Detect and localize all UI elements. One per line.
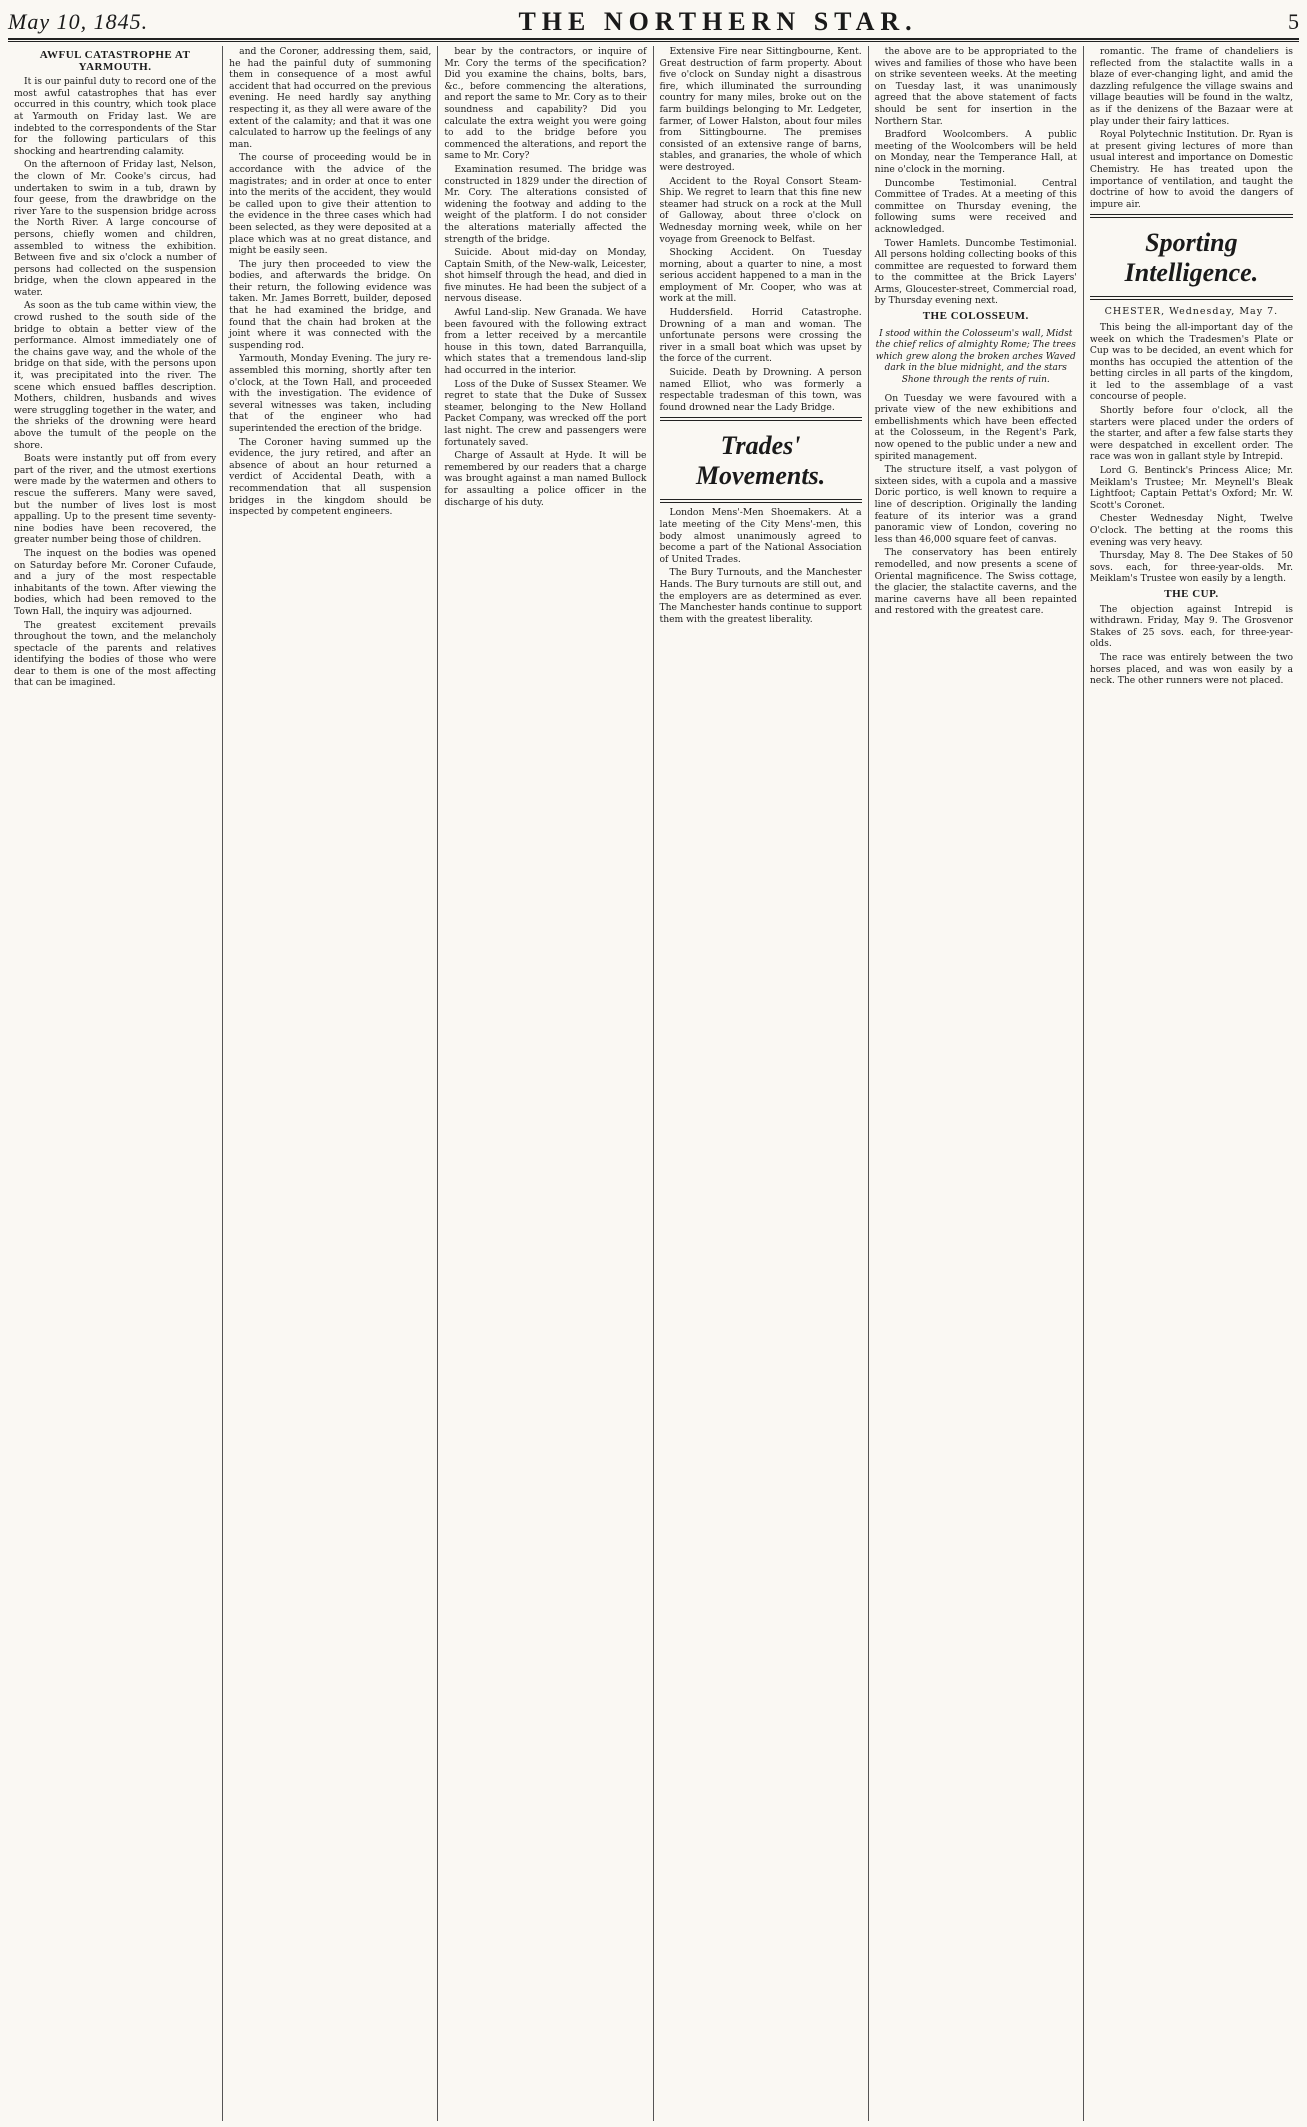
article-paragraph: Chester Wednesday Night, Twelve O'clock. The betting at the rooms this evening was very heavy. (1089, 513, 1293, 548)
article-paragraph: The Coroner having summed up the evidence, the jury retired, and after an absence of about an hour returned a verdict of Accidental Death, with a recommendation that all suspension bridges in the kingdom should be inspected by competent engineers. (229, 436, 432, 518)
article-paragraph: Bradford Woolcombers. A public meeting of the Woolcombers will be held on Monday, near the Temperance Hall, at nine o'clock in the morning. (874, 129, 1077, 175)
masthead (8, 6, 1299, 40)
article-paragraph: As soon as the tub came within view, the crowd rushed to the south side of the bridge to obtain a better view of the performance. Almost immediately one of the chains gave way, and the whole of the bridge on that side, with the persons upon it, was precipitated into the river. The scene which ensued baffles description. Mothers, children, husbands and wives were struggling together in the water, and the shrieks of the drowning were heard above the tumult of the people on the shore. (14, 300, 217, 451)
article-paragraph: Suicide. Death by Drowning. A person named Elliot, who was formerly a respectable tradesman of this town, was found drowned near the Lady Bridge. (659, 367, 862, 413)
article-paragraph: Loss of the Duke of Sussex Steamer. We regret to state that the Duke of Sussex steamer, belonging to the New Holland Packet Company, was wrecked off the port last night. The crew and passengers were fortunately saved. (444, 378, 647, 448)
article-paragraph: This being the all-important day of the week on which the Tradesmen's Plate or Cup was to be decided, an event which for months has occupied the attention of the betting circles in all parts of the kingdom, it led to the assemblage of a vast concourse of people. (1089, 321, 1293, 403)
article-paragraph: the above are to be appropriated to the wives and families of those who have been on strike seventeen weeks. At the meeting on Tuesday last, it was unanimously agreed that the above statement of facts should be sent for insertion in the Northern Star. (874, 46, 1077, 127)
article-paragraph: The race was entirely between the two horses placed, and was won easily by a neck. The other runners were not placed. (1089, 651, 1293, 687)
article-paragraph: The structure itself, a vast polygon of sixteen sides, with a cupola and a massive Doric portico, is well known to require a line of description. Originally the landing feature of its interior was a grand panoramic view of London, covering no less than 46,000 square feet of canvas. (874, 464, 1077, 545)
masthead-title: THE NORTHERN STAR. (518, 7, 918, 36)
article-paragraph: The conservatory has been entirely remodelled, and now presents a scene of Oriental magnificence. The Swiss cottage, the glacier, the stalactite caverns, and the marine caverns have all been repainted and restored with the greatest care. (874, 547, 1077, 617)
article-paragraph: Shocking Accident. On Tuesday morning, about a quarter to nine, a most serious accident happened to a man in the employment of Mr. Cooper, who was at work at the mill. (659, 247, 862, 305)
column-4 (654, 46, 869, 2121)
column-6 (1084, 46, 1299, 2121)
section-rule (1090, 296, 1293, 300)
article-paragraph: Thursday, May 8. The Dee Stakes of 50 sovs. each, for three-year-olds. Mr. Meiklam's Trustee won easily by a length. (1089, 550, 1293, 585)
article-paragraph: Examination resumed. The bridge was constructed in 1829 under the direction of Mr. Cory. The alterations consisted of widening the footway and adding to the weight of the platform. I do not consider the alterations materially affected the strength of the bridge. (444, 163, 647, 245)
article-paragraph: The inquest on the bodies was opened on Saturday before Mr. Coroner Cufaude, and a jury of the most respectable inhabitants of the town. After viewing the bodies, which had been removed to the Town Hall, the inquiry was adjourned. (14, 547, 217, 617)
column-5 (869, 46, 1084, 2121)
article-paragraph: bear by the contractors, or inquire of Mr. Cory the terms of the specification? Did you examine the chains, bolts, bars, &c., before commencing the alterations, and report the same to Mr. Cory as to their soundness and capability? Did you calculate the extra weight you were going to add to the bridge before you commenced the alterations, and report the same to Mr. Cory? (444, 46, 647, 162)
section-rule (660, 417, 862, 421)
article-paragraph: Duncombe Testimonial. Central Committee of Trades. At a meeting of this committee on Thursday evening, the following sums were received and acknowledged. (874, 177, 1077, 235)
page-number: 5 (1288, 9, 1299, 34)
article-paragraph: Shortly before four o'clock, all the starters were placed under the orders of the starter, and after a few false starts they were despatched in excellent order. The race was won in gallant style by Intrepid. (1089, 405, 1293, 463)
poem-epigraph: I stood within the Colosseum's wall, Midst the chief relics of almighty Rome; The trees which grew along the broken arches Waved dark in the blue midnight, and the stars Shone through the rents of ruin. (875, 328, 1076, 386)
article-paragraph: On Tuesday we were favoured with a private view of the new exhibitions and embellishments which have been effected at the Colosseum, in the Regent's Park, now opened to the public under a new and spirited management. (874, 392, 1077, 462)
section-title-sporting: Sporting Intelligence. (1124, 228, 1259, 288)
article-paragraph: Extensive Fire near Sittingbourne, Kent. Great destruction of farm property. About five o'clock on Sunday night a disastrous fire, which illuminated the surrounding country for many miles, broke out on the farm buildings belonging to Mr. Ledgeter, farmer, of Lower Halston, about four miles from Sittingbourne. The premises consisted of an extensive range of barns, stables, and granaries, the whole of which were destroyed. (659, 46, 862, 173)
masthead-date: May 10, 1845. (8, 9, 149, 34)
article-paragraph: Lord G. Bentinck's Princess Alice; Mr. Meiklam's Trustee; Mr. Meynell's Bleak Lightfoot; Captain Pettat's Oxford; Mr. W. Scott's Coronet. (1089, 465, 1293, 511)
article-paragraph: Huddersfield. Horrid Catastrophe. Drowning of a man and woman. The unfortunate persons were crossing the river in a small boat which was upset by the force of the current. (659, 307, 862, 365)
section-rule (660, 499, 862, 503)
article-paragraph: The Bury Turnouts, and the Manchester Hands. The Bury turnouts are still out, and the employers are as determined as ever. The Manchester hands continue to support them with the greatest liberality. (659, 567, 862, 625)
article-paragraph: London Mens'-Men Shoemakers. At a late meeting of the City Mens'-men, this body almost unanimously agreed to become a part of the National Association of United Trades. (659, 507, 862, 565)
article-headline: THE COLOSSEUM. (922, 310, 1029, 323)
article-paragraph: and the Coroner, addressing them, said, he had the painful duty of summoning them in consequence of a most awful accident that had occurred on the previous evening. He need hardly say anything respecting it, as they all were aware of the extent of the calamity; and that it was one calculated to harrow up the feelings of any man. (229, 46, 432, 150)
article-paragraph: Yarmouth, Monday Evening. The jury re-assembled this morning, shortly after ten o'clock, at the Town Hall, and proceeded with the investigation. The evidence of several witnesses was taken, including that of the engineer who had superintended the erection of the bridge. (229, 353, 432, 434)
article-paragraph: The jury then proceeded to view the bodies, and afterwards the bridge. On their return, the following evidence was taken. Mr. James Borrett, builder, deposed that he had examined the bridge, and found that the chain had broken at the joint where it was connected with the suspending rod. (229, 258, 432, 351)
dateline: CHESTER, Wednesday, May 7. (1104, 306, 1279, 318)
column-2 (223, 46, 438, 2121)
article-paragraph: Charge of Assault at Hyde. It will be remembered by our readers that a charge was brought against a man named Bullock for assaulting a police officer in the discharge of his duty. (444, 450, 647, 508)
article-headline: AWFUL CATASTROPHE AT YARMOUTH. (39, 49, 191, 73)
article-paragraph: The course of proceeding would be in accordance with the advice of the magistrates; and in order at once to enter into the merits of the accident, they would be called upon to give their attention to the evidence in the three cases which had been selected, as they were deposited at a place which was at no great distance, and might be easily seen. (229, 152, 432, 257)
article-paragraph: romantic. The frame of chandeliers is reflected from the stalactite walls in a blaze of ever-changing light, and amid the dazzling refulgence the village swains and village beauties will be found in the waltz, as if the denizens of the Bazaar were at play under their fairy lattices. (1089, 46, 1293, 127)
article-paragraph: The greatest excitement prevails throughout the town, and the melancholy spectacle of the parents and relatives identifying the bodies of those who were dear to them is one of the most affecting that can be imagined. (14, 619, 217, 689)
article-paragraph: Tower Hamlets. Duncombe Testimonial. All persons holding collecting books of this committee are requested to forward them to the committee at the Brick Layers' Arms, Gloucester-street, Commercial road, by Thursday evening next. (874, 237, 1077, 307)
article-paragraph: Awful Land-slip. New Granada. We have been favoured with the following extract from a letter received by a mercantile house in this town, dated Barranquilla, which states that a tremendous land-slip had occurred in the interior. (444, 307, 647, 377)
section-title-trades: Trades' Movements. (695, 431, 826, 491)
article-paragraph: Boats were instantly put off from every part of the river, and the utmost exertions were made by the watermen and others to rescue the sufferers. Many were saved, but the number of lives lost is most appalling. Up to the present time seventy-nine bodies have been recovered, the greater number being those of children. (14, 453, 217, 546)
column-3 (438, 46, 653, 2121)
article-headline: THE CUP. (1164, 587, 1219, 600)
article-paragraph: Royal Polytechnic Institution. Dr. Ryan is at present giving lectures of more than usual interest and importance on Domestic Chemistry. He has treated upon the importance of ventilation, and taught the doctrine of how to avoid the dangers of impure air. (1089, 129, 1293, 210)
article-paragraph: Accident to the Royal Consort Steam-Ship. We regret to learn that this fine new steamer had struck on a rock at the Mull of Galloway, about three o'clock on Wednesday morning week, while on her voyage from Greenock to Belfast. (659, 175, 862, 245)
section-rule (1090, 214, 1293, 218)
article-paragraph: The objection against Intrepid is withdrawn. Friday, May 9. The Grosvenor Stakes of 25 sovs. each, for three-year-olds. (1089, 603, 1293, 650)
article-paragraph: On the afternoon of Friday last, Nelson, the clown of Mr. Cooke's circus, had undertaken to swim in a tub, drawn by four geese, from the drawbridge on the river Yare to the suspension bridge across the North River. A large concourse of persons, chiefly women and children, assembled to witness the exhibition. Between five and six o'clock a number of persons had collected on the suspension bridge, when the clown appeared in the water. (14, 159, 217, 298)
article-paragraph: It is our painful duty to record one of the most awful catastrophes that has ever occurred in this country, which took place at Yarmouth on Friday last. We are indebted to the correspondents of the Star for the following particulars of this shocking and heartrending calamity. (14, 76, 217, 157)
column-1 (8, 46, 223, 2121)
masthead-rule (8, 41, 1299, 42)
article-paragraph: Suicide. About mid-day on Monday, Captain Smith, of the New-walk, Leicester, shot himself through the head, and died in five minutes. He had been the subject of a nervous disease. (444, 247, 647, 305)
columns-container (8, 46, 1299, 2121)
